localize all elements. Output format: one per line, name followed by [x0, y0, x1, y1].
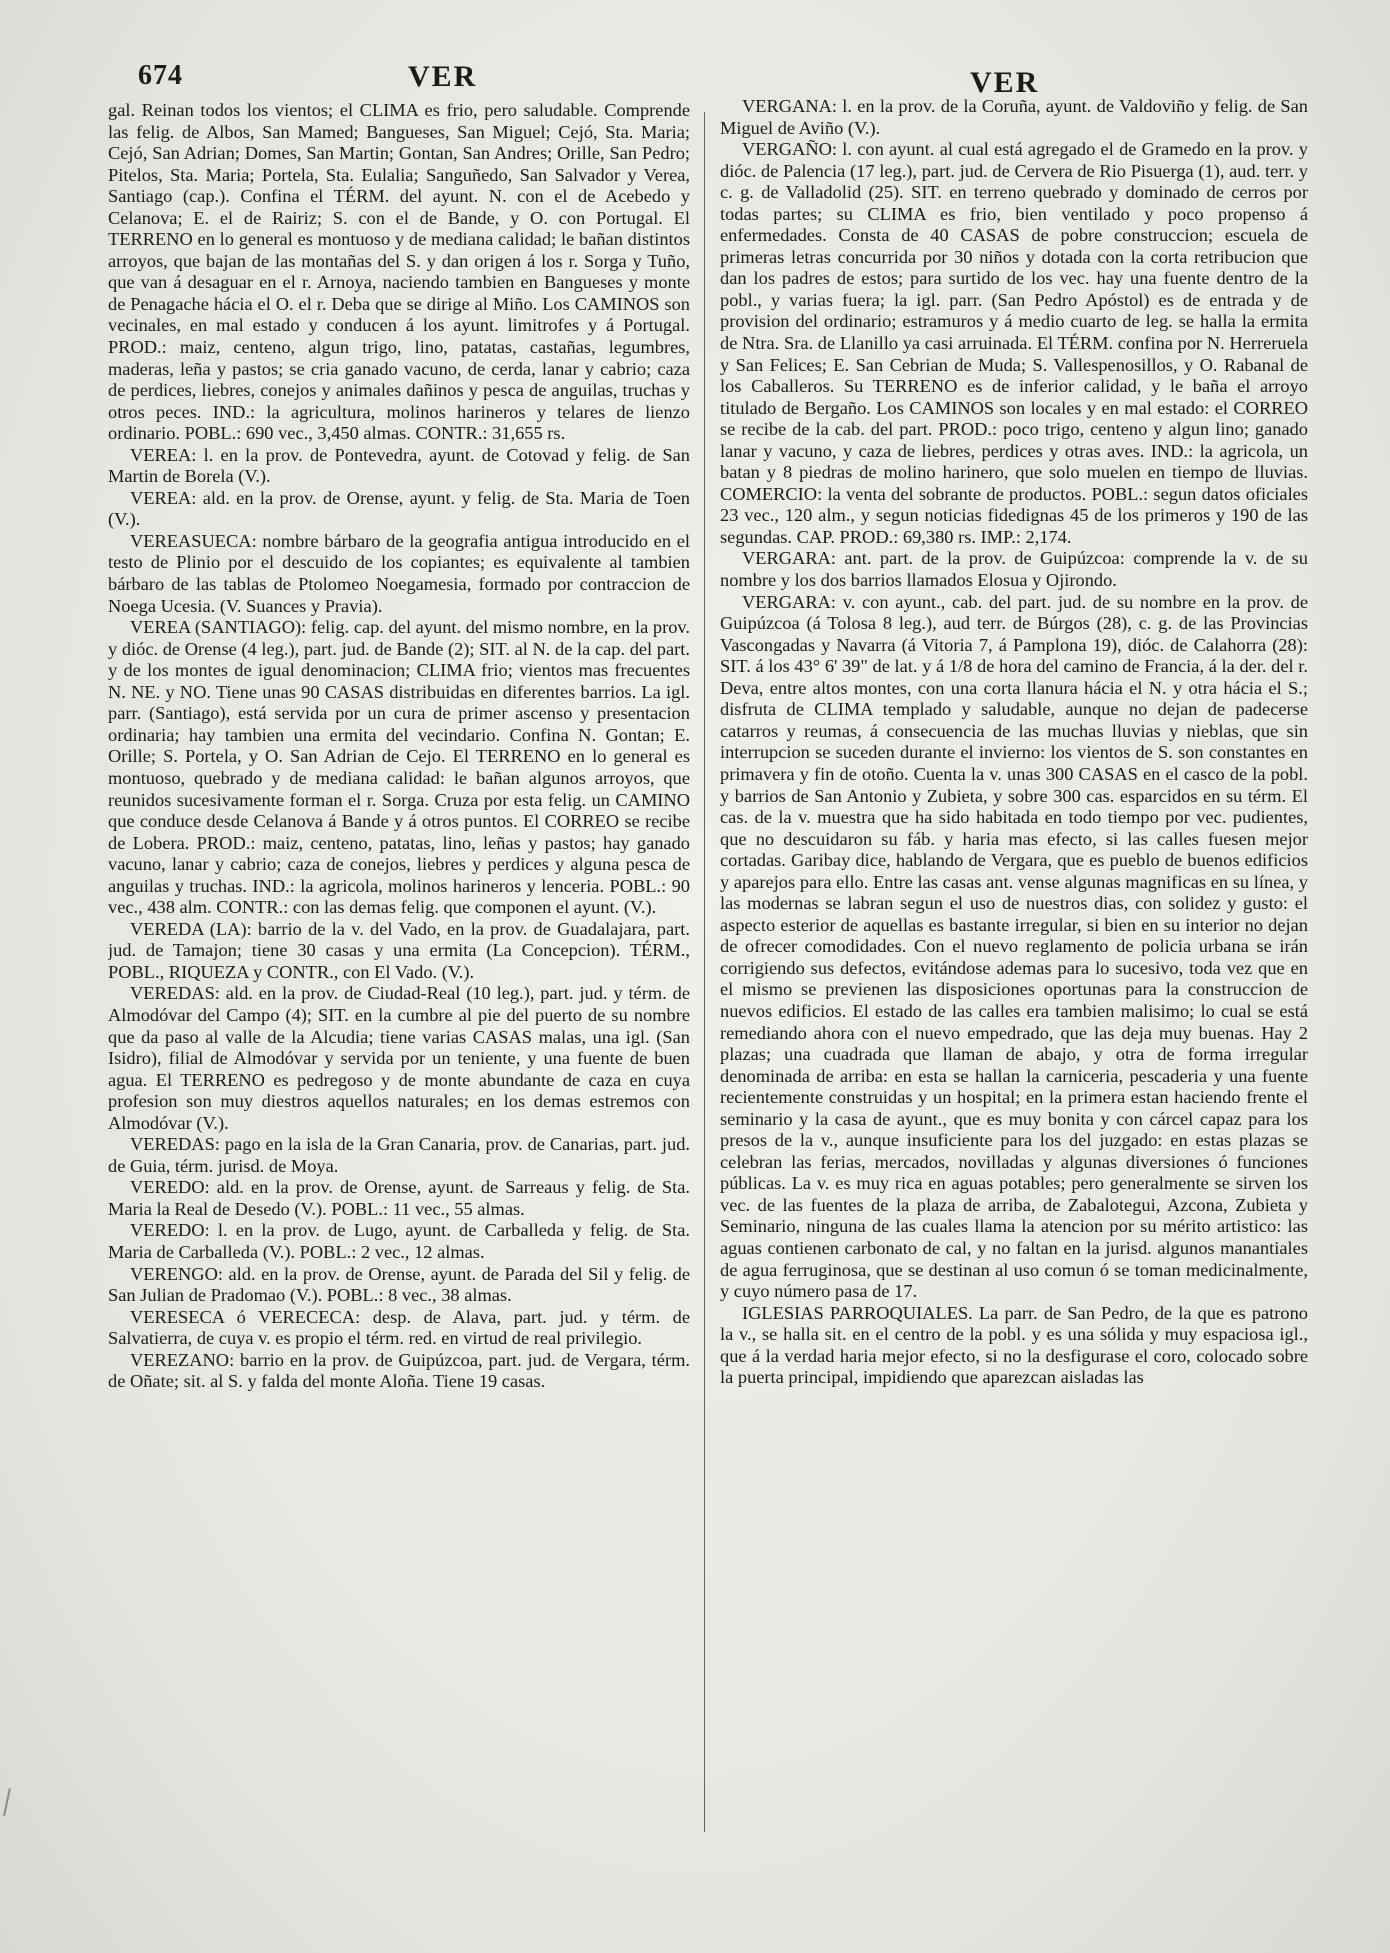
entry-veredo-orense: VEREDO: ald. en la prov. de Orense, ayunt. de Sarreaus y felig. de Sta. Maria la Real de Desedo (V.). POBL.: 11 vec., 55 almas.	[108, 1177, 690, 1219]
right-column	[720, 96, 1308, 1856]
entry-continuation: gal. Reinan todos los vientos; el CLIMA es frio, pero saludable. Comprende las felig. de Albos, San Mamed; Bangueses, San Miguel; Cejó, Sta. Maria; Cejó, San Adrian; Domes, San Martin; Gontan, San Andres; Orille, San Pedro; Pitelos, Sta. Maria; Portela, Sta. Eulalia; Sanguñedo, San Salvador y Verea, Santiago (cap.). Confina el TÉRM. del ayunt. N. con el de Acebedo y Celanova; E. el de Rairiz; S. con el de Bande, y O. con Portugal. El TERRENO en lo general es montuoso y de mediana calidad; le bañan distintos arroyos, que bajan de las montañas del S. y dan origen á los r. Sorga y Tuño, que van á desaguar en el r. Arnoya, naciendo tambien en Bangueses y monte de Penagache hácia el O. el r. Deba que se dirige al Miño. Los CAMINOS son vecinales, en mal estado y conducen á los ayunt. limitrofes y á Portugal. PROD.: maiz, centeno, algun trigo, lino, patatas, castañas, legumbres, maderas, leña y pastos; se cria ganado vacuno, de cerda, lanar y cabrio; caza de perdices, liebres, conejos y animales dañinos y pesca de anguilas, truchas y otros peces. IND.: la agricultura, molinos harineros y telares de lienzo ordinario. POBL.: 690 vec., 3,450 almas. CONTR.: 31,655 rs.	[108, 100, 690, 444]
entry-vergara-partido: VERGARA: ant. part. de la prov. de Guipúzcoa: comprende la v. de su nombre y los dos barrios llamados Elosua y Ojirondo.	[720, 548, 1308, 591]
margin-mark	[3, 1788, 11, 1816]
entry-vergana: VERGANA: l. en la prov. de la Coruña, ayunt. de Valdoviño y felig. de San Miguel de Aviño (V.).	[720, 96, 1308, 138]
running-head-left: VER	[408, 60, 478, 93]
entry-vereseca: VERESECA ó VERECECA: desp. de Alava, part. jud. y térm. de Salvatierra, de cuya v. es propio el térm. red. en virtud de real privilegio.	[108, 1306, 690, 1349]
running-head-right: VER	[970, 66, 1040, 99]
entry-veredas-ciudad-real: VEREDAS: ald. en la prov. de Ciudad-Real (10 leg.), part. jud. y térm. de Almodóvar del Campo (4); SIT. en la cumbre al pie del puerto de su nombre que da paso al valle de la Alcudia; tiene varias CASAS malas, una igl. (San Isidro), filial de Almodóvar y servida por un teniente, y una fuente de buen agua. El TERRENO es pedregoso y de monte abundante de caza en cuya profesion son muy diestros aquellos naturales; en los demas estremos con Almodóvar (V.).	[108, 983, 690, 1133]
entry-veredo-lugo: VEREDO: l. en la prov. de Lugo, ayunt. de Carballeda y felig. de Sta. Maria de Carballeda (V.). POBL.: 2 vec., 12 almas.	[108, 1220, 690, 1262]
page-number: 674	[138, 60, 183, 91]
entry-verea-orense: VEREA: ald. en la prov. de Orense, ayunt. y felig. de Sta. Maria de Toen (V.).	[108, 487, 690, 530]
entry-vergano: VERGAÑO: l. con ayunt. al cual está agregado el de Gramedo en la prov. y dióc. de Palencia (17 leg.), part. jud. de Cervera de Rio Pisuerga (1), aud. terr. y c. g. de Valladolid (25). SIT. en terreno quebrado y dominado de cerros por todas partes; su CLIMA es frio, bien ventilado y poco propenso á enfermedades. Consta de 40 CASAS de pobre construccion; escuela de primeras letras concurrida por 30 niños y dotada con la corta retribucion que dan los padres de estos; para surtido de los vec. hay una fuente dentro de la pobl., y varias fuera; la igl. parr. (San Pedro Apóstol) es de entrada y de provision del ordinario; estramuros y á medio cuarto de leg. se halla la ermita de Ntra. Sra. de Llanillo ya casi arruinada. El TÉRM. confina por N. Herreruela y San Felices; E. San Cebrian de Muda; S. Vallespenosillos, y O. Rabanal de los Caballeros. Su TERRENO es de inferior calidad, y le baña el arroyo titulado de Bergaño. Los CAMINOS son locales y en mal estado: el CORREO se recibe de la cab. del part. PROD.: poco trigo, centeno y algun lino; ganado lanar y vacuno, y caza de liebres, perdices y otras aves. IND.: la agricola, un batan y 8 piedras de molino harinero, que solo muelen en tiempo de lluvias. COMERCIO: la venta del sobrante de productos. POBL.: segun datos oficiales 23 vec., 120 alm., y segun noticias fidedignas 45 de los primeros y 190 de las segundas. CAP. PROD.: 69,380 rs. IMP.: 2,174.	[720, 139, 1308, 547]
entry-verezano: VEREZANO: barrio en la prov. de Guipúzcoa, part. jud. de Vergara, térm. de Oñate; sit. al S. y falda del monte Aloña. Tiene 19 casas.	[108, 1349, 690, 1392]
column-divider	[704, 112, 705, 1832]
left-column	[108, 100, 690, 1870]
entry-verea-santiago: VEREA (SANTIAGO): felig. cap. del ayunt. del mismo nombre, en la prov. y dióc. de Orense (4 leg.), part. jud. de Bande (2); SIT. al N. de la cap. del part. y de los montes de igual denominacion; CLIMA frio; vientos mas frecuentes N. NE. y NO. Tiene unas 90 CASAS distribuidas en diferentes barrios. La igl. parr. (Santiago), está servida por un cura de primer ascenso y presentacion ordinaria; hay tambien una ermita del vecindario. Confina N. Gontan; E. Orille; S. Portela, y O. San Adrian de Cejo. El TERRENO en lo general es montuoso, quebrado y de mediana calidad: le bañan algunos arroyos, que reunidos sucesivamente forman el r. Sorga. Cruza por esta felig. un CAMINO que conduce desde Celanova á Bande y á otros puntos. El CORREO se recibe de Lobera. PROD.: maiz, centeno, patatas, lino, leñas y pastos; hay ganado vacuno, lanar y cabrio; caza de conejos, liebres y perdices y alguna pesca de anguilas y truchas. IND.: la agricola, molinos harineros y lenceria. POBL.: 90 vec., 438 alm. CONTR.: con las demas felig. que componen el ayunt. (V.).	[108, 617, 690, 918]
entry-vereasueca: VEREASUECA: nombre bárbaro de la geografia antigua introducido en el testo de Plinio por el descuido de los copiantes; es equivalente al tambien bárbaro de las tablas de Ptolomeo Noegamesia, formado por contraccion de Noega Ucesia. (V. Suances y Pravia).	[108, 530, 690, 616]
entry-vergara-villa: VERGARA: v. con ayunt., cab. del part. jud. de su nombre en la prov. de Guipúzcoa (á Tolosa 8 leg.), aud terr. de Búrgos (28), c. g. de las Provincias Vascongadas y Navarra (á Vitoria 7, á Pamplona 19), dióc. de Calahorra (28): SIT. á los 43° 6' 39" de lat. y á 1/8 de hora del camino de Francia, á la der. del r. Deva, entre altos montes, con una corta llanura hácia el N. y otra hácia el S.; disfruta de CLIMA templado y saludable, aunque no dejan de padecerse catarros y reumas, á consecuencia de las muchas lluvias y nieblas, que sin interrupcion se suceden durante el invierno: los vientos de S. son constantes en primavera y fin de otoño. Cuenta la v. unas 300 CASAS en el casco de la pobl. y barrios de San Antonio y Zubieta, y sobre 300 cas. esparcidos en su térm. El cas. de la v. muestra que ha sido habitada en todo tiempo por vec. pudientes, que no descuidaron su fáb. y haria mas efecto, si las calles fuesen mejor cortadas. Garibay dice, hablando de Vergara, que es pueblo de buenos edificios y aparejos para ello. Entre las casas ant. vense algunas magnificas en su línea, y las modernas se labran segun el uso de nuestros dias, con solidez y gusto: el aspecto esterior de aquellas es bastante irregular, si bien en su interior no dejan de ofrecer comodidades. Con el nuevo reglamento de policia urbana se irán corrigiendo sus defectos, evitándose ademas para lo sucesivo, toda vez que en el mismo se previenen las disposiciones oportunas para la construccion de nuevos edificios. El estado de las calles era tambien malisimo; lo cual se está remediando ahora con el nuevo empedrado, que las deja muy buenas. Hay 2 plazas; una cuadrada que llaman de abajo, y otra de forma irregular denominada de arriba: en esta se hallan la carniceria, pescaderia y una fuente recientemente construidas y un hospital; en la primera estan haciendo frente el seminario y la casa de ayunt., que es muy bonita y con cárcel capaz para los presos de la v., aunque insuficiente para los del juzgado: en estas plazas se celebran las ferias, mercados, novilladas y algunas diversiones ó funciones públicas. La v. es muy rica en aguas potables; pero generalmente se sirven los vec. de las fuentes de la plaza de arriba, de Zabalotegui, Azcona, Zubieta y Seminario, ninguna de las cuales llama la atencion por su mérito artistico: las aguas contienen carbonato de cal, y no faltan en la jurisd. algunos manantiales de agua ferruginosa, que se destinan al uso comun ó se toman medicinalmente, y cuyo número pasa de 17.	[720, 591, 1308, 1302]
entry-veredas-canarias: VEREDAS: pago en la isla de la Gran Canaria, prov. de Canarias, part. jud. de Guia, térm. jurisd. de Moya.	[108, 1134, 690, 1176]
entry-verengo: VERENGO: ald. en la prov. de Orense, ayunt. de Parada del Sil y felig. de San Julian de Pradomao (V.). POBL.: 8 vec., 38 almas.	[108, 1263, 690, 1306]
entry-verea-pontevedra: VEREA: l. en la prov. de Pontevedra, ayunt. de Cotovad y felig. de San Martin de Borela (V.).	[108, 444, 690, 487]
entry-vereda-la: VEREDA (LA): barrio de la v. del Vado, en la prov. de Guadalajara, part. jud. de Tamajon; tiene 30 casas y una ermita (La Concepcion). TÉRM., POBL., RIQUEZA y CONTR., con El Vado. (V.).	[108, 918, 690, 982]
entry-iglesias-parroquiales: IGLESIAS PARROQUIALES. La parr. de San Pedro, de la que es patrono la v., se halla sit. en el centro de la pobl. y es una sólida y muy espaciosa igl., que á la verdad haria mejor efecto, si no la desfigurase el coro, colocado sobre la puerta principal, impidiendo que aparezcan aisladas las	[720, 1302, 1308, 1388]
